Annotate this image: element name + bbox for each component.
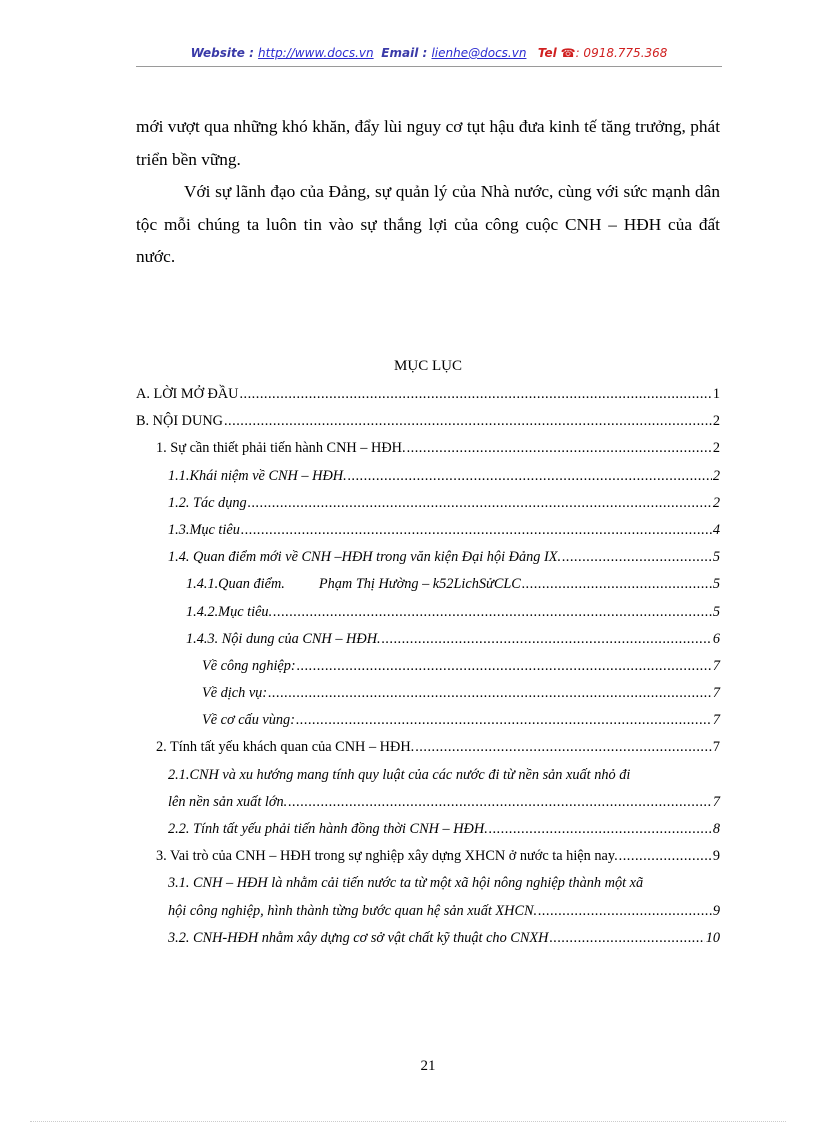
toc-entry-page: 10 [705,929,720,946]
toc-leader [415,734,712,761]
toc-leader [297,653,712,680]
toc-leader [489,816,712,843]
header-divider [136,66,722,67]
toc-entry[interactable] [136,599,720,626]
toc-leader [538,898,712,925]
toc-entry-text: 1.4. Quan điểm mới về CNH –HĐH trong văn kiện Đại hội Đảng IX. [168,549,562,566]
toc-leader [273,599,712,626]
toc-entry[interactable] [136,435,720,462]
toc-leader [522,571,712,598]
website-label: Website [190,46,245,60]
toc-entry-text: lên nền sản xuất lớn. [168,793,288,810]
toc-entry-text: 3. Vai trò của CNH – HĐH trong sự nghiệp xây dựng XHCN ở nước ta hiện nay. [156,848,618,865]
toc-entry-page: 9 [712,902,720,919]
toc-entry[interactable] [136,653,720,680]
toc-entry-page: 4 [712,521,720,538]
toc-leader [241,517,712,544]
toc-entry[interactable] [136,463,720,490]
paragraph-2: Với sự lãnh đạo của Đảng, sự quản lý của Nhà nước, cùng với sức mạnh dân tộc mỗi chúng ta luôn tin vào sự thắng lợi của công cuộc CNH – HĐH của đất nước. [136,182,720,266]
toc-entry-page: 7 [712,739,720,756]
toc-entry-page: 1 [712,386,720,402]
telephone-icon: ☎ [560,46,576,60]
toc-entry-text: B. NỘI DUNG [136,413,223,430]
toc-entry-wrapped-line[interactable]: 2.1.CNH và xu hướng mang tính quy luật của các nước đi từ nền sản xuất nhỏ đi [168,766,631,783]
toc-entry-page: 7 [712,793,720,810]
toc-leader [248,490,712,517]
paragraph-1: mới vượt qua những khó khăn, đẩy lùi nguy cơ tụt hậu đưa kinh tế tăng trưởng, phát triển bền vững. [136,117,720,169]
toc-entry-text: Về dịch vụ: [202,685,268,702]
toc-entry-page: 7 [712,685,720,702]
toc-leader [382,626,712,653]
toc-entry-text: 1.4.1.Quan điểm. [186,576,285,593]
toc-entry[interactable] [136,517,720,544]
toc-entry-page: 2 [712,413,720,430]
toc-entry-page: 7 [712,657,720,674]
toc-entry-page: 6 [712,630,720,647]
toc-entry-page: 8 [712,821,720,838]
toc-entry-text: A. LỜI MỞ ĐẦU [136,386,239,402]
email-label: Email [381,46,419,60]
toc-entry-page: 2 [712,440,720,457]
toc-entry[interactable] [136,843,720,870]
toc-entry[interactable] [136,789,720,816]
toc-leader [224,408,712,435]
toc-entry[interactable] [136,734,720,761]
toc-leader [296,707,712,734]
toc-entry-text: 1.4.2.Mục tiêu. [186,603,273,620]
body-text [136,111,720,274]
toc-entry-text: 1. Sự cần thiết phải tiến hành CNH – HĐH. [156,440,406,457]
toc-entry-text: 1.3.Mục tiêu [168,521,240,538]
toc-entry[interactable] [136,408,720,435]
toc-leader [268,680,712,707]
website-separator: : [244,46,259,60]
email-separator: : [418,46,432,60]
page-number: 21 [420,1058,436,1074]
toc-entry-page: 2 [712,494,720,511]
toc-leader [288,789,712,816]
toc-entry-text: Về cơ cấu vùng: [202,712,295,729]
toc-entry-text: 1.1.Khái niệm về CNH – HĐH. [168,467,347,484]
toc-leader [239,381,711,408]
email-link[interactable]: lienhe@docs.vn [431,46,527,60]
toc-entry[interactable] [136,381,720,408]
toc-entry-text: hội công nghiệp, hình thành từng bước quan hệ sản xuất XHCN. [168,902,538,919]
toc-entry[interactable] [136,626,720,653]
website-link[interactable]: http://www.docs.vn [258,46,374,60]
toc-entry-wrapped-line[interactable]: 3.1. CNH – HĐH là nhằm cải tiến nước ta từ một xã hội nông nghiệp thành một xã [168,875,644,892]
toc-entry-page: 2 [712,467,720,484]
page-bottom-divider [30,1121,786,1122]
toc-entry-page: 5 [712,603,720,620]
toc-entry-page: 7 [712,712,720,729]
toc-entry[interactable] [136,707,720,734]
page-header [136,46,722,60]
toc-title: MỤC LỤC [394,358,462,374]
toc-entry-text: 1.2. Tác dụng [168,494,247,511]
toc-leader [619,843,712,870]
toc-entry-text: 3.2. CNH-HĐH nhằm xây dựng cơ sở vật chất kỹ thuật cho CNXH [168,929,549,946]
toc-entry[interactable] [136,490,720,517]
toc-entry-page: 5 [712,576,720,593]
toc-leader [549,925,704,952]
toc-entry[interactable] [136,898,720,925]
tel-label: Tel [537,46,557,60]
toc-entry-text: 1.4.3. Nội dung của CNH – HĐH. [186,630,381,647]
toc-entry[interactable] [136,925,720,952]
toc-leader [407,435,712,462]
toc-entry[interactable] [136,544,720,571]
toc-leader [562,544,712,571]
toc-entry-page: 5 [712,549,720,566]
toc-entry-text: 2. Tính tất yếu khách quan của CNH – HĐH. [156,739,415,756]
toc-entry[interactable] [136,680,720,707]
table-of-contents [136,381,720,952]
toc-entry-text: Về công nghiệp: [202,657,296,674]
toc-entry[interactable] [136,816,720,843]
toc-entry-author-note: Phạm Thị Hường – k52LichSửCLC [318,576,521,593]
toc-entry[interactable] [136,571,720,598]
toc-entry-text: 2.2. Tính tất yếu phải tiến hành đồng thời CNH – HĐH. [168,821,488,838]
tel-value: : 0918.775.368 [575,46,668,60]
toc-entry-page: 9 [712,848,720,865]
toc-leader [348,463,712,490]
